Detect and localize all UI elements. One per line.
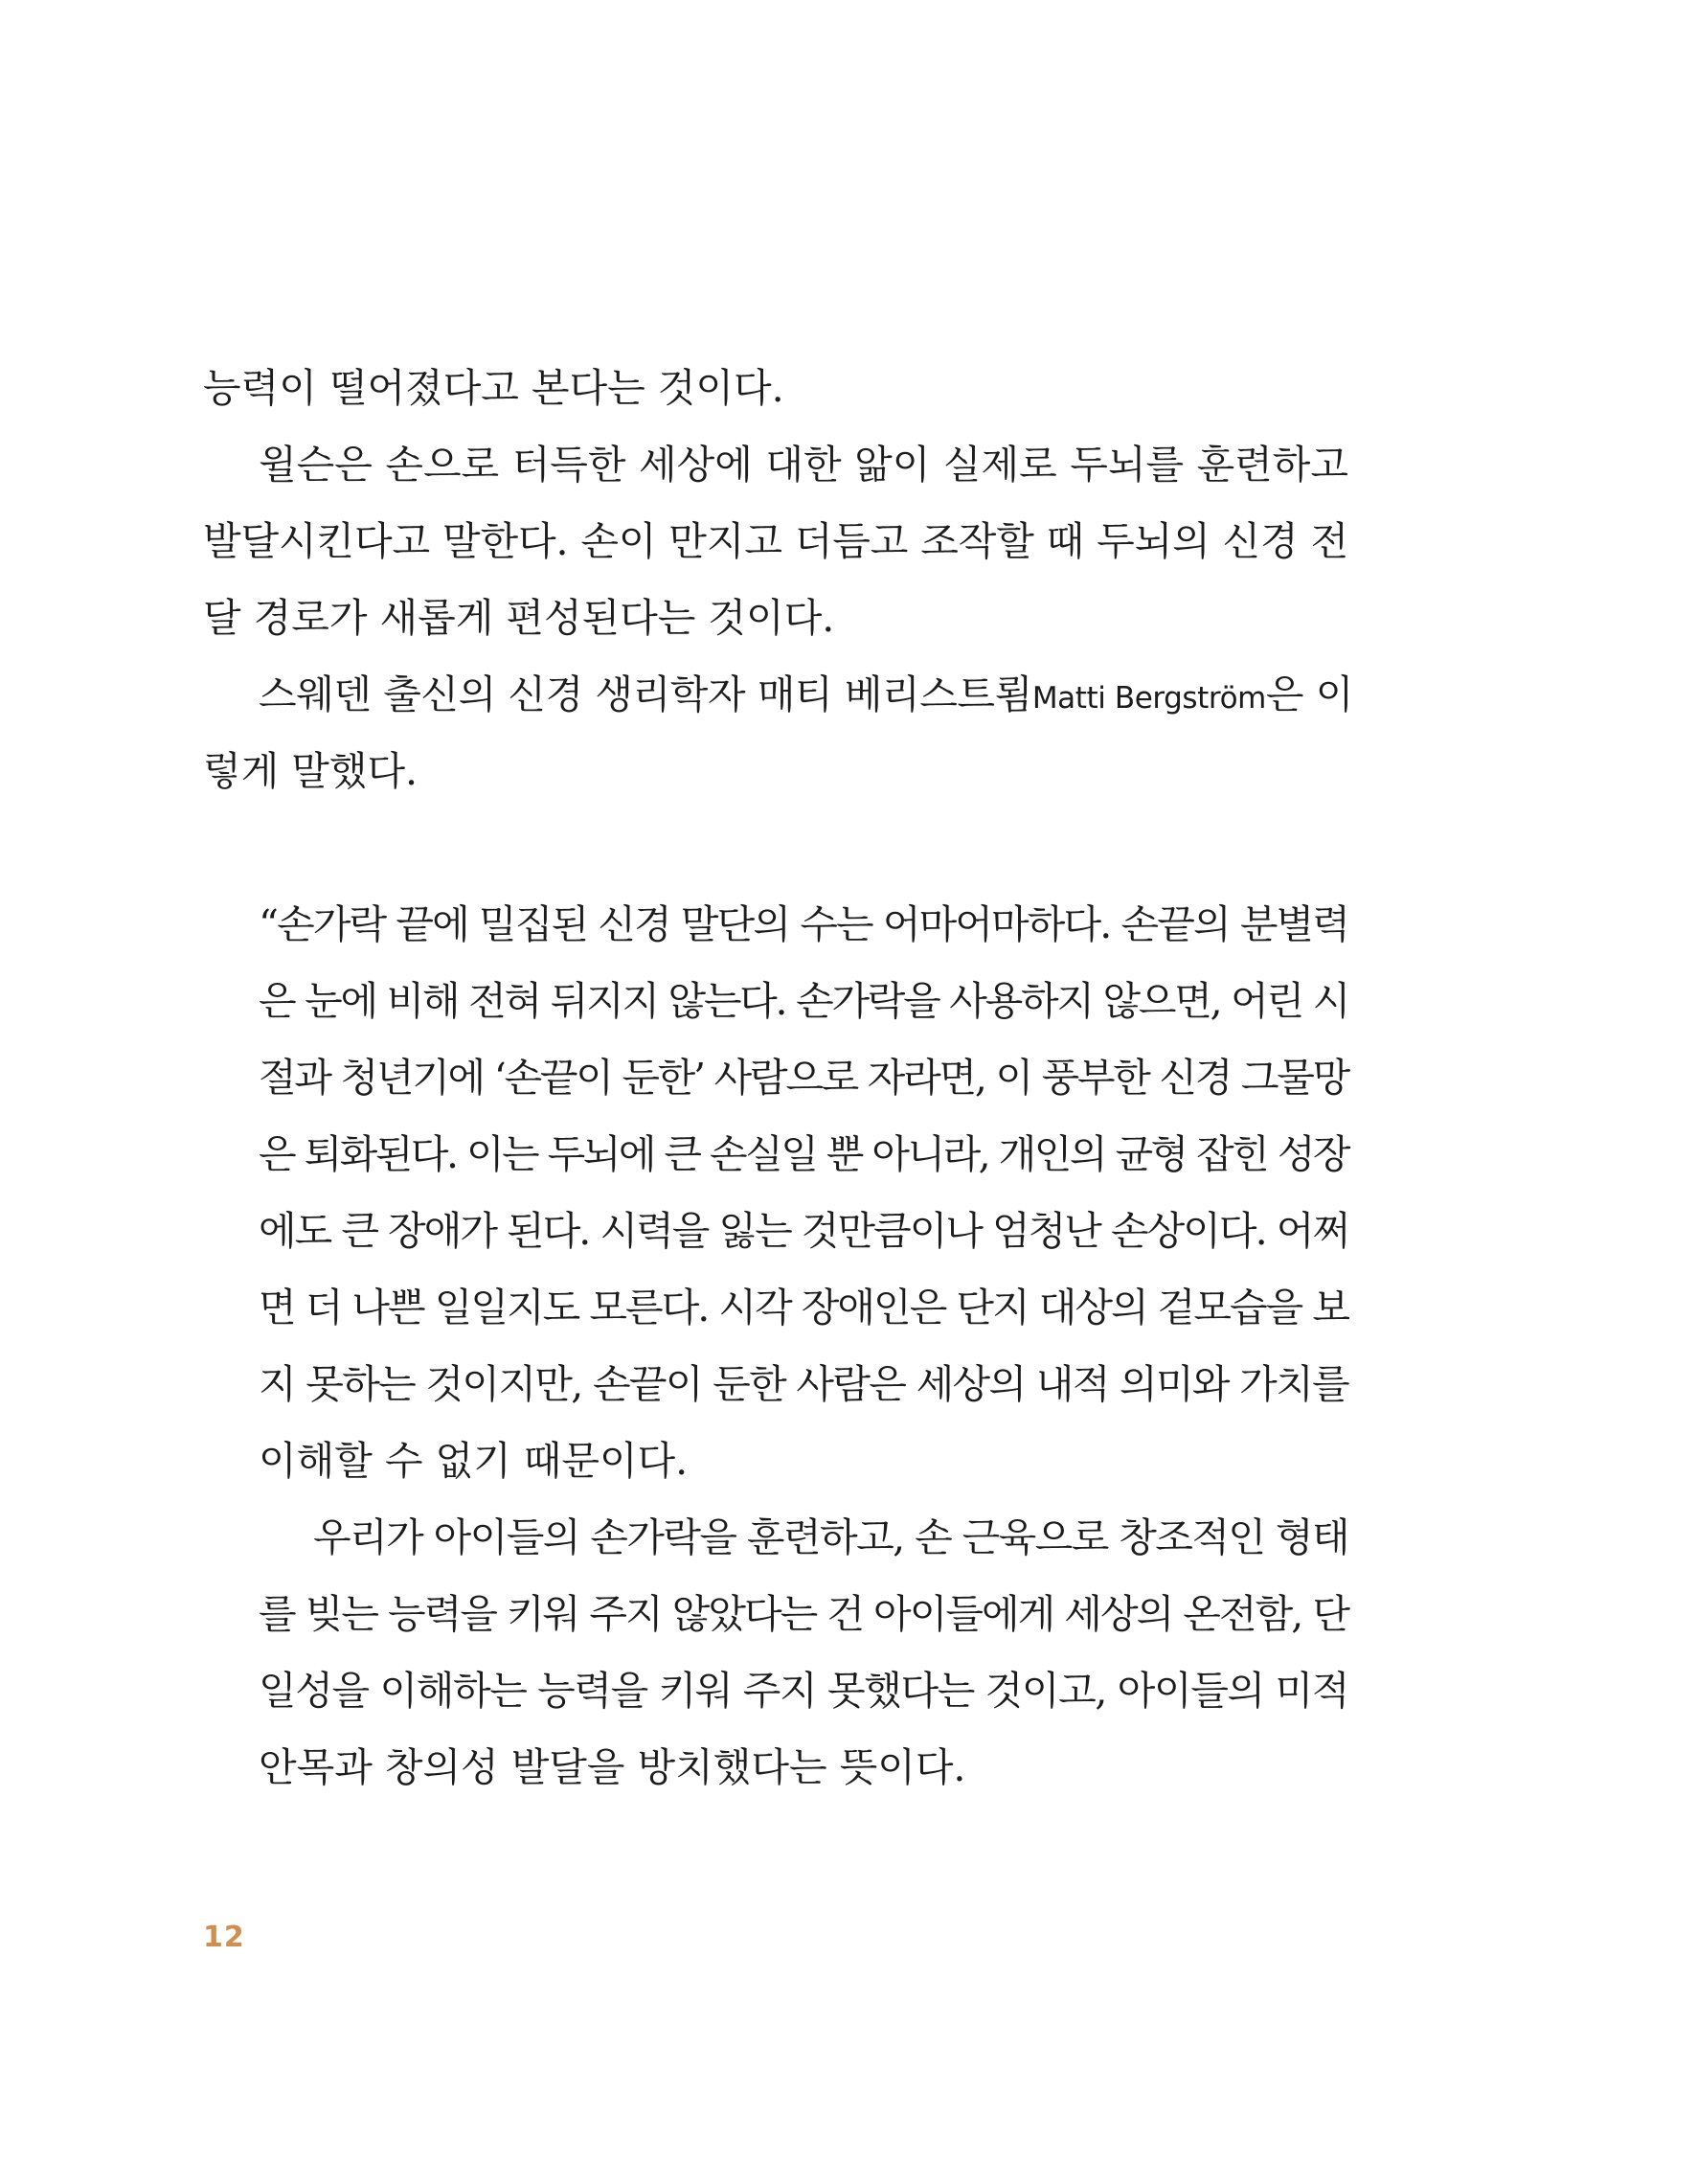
- quote-line: 면 더 나쁜 일일지도 모른다. 시각 장애인은 단지 대상의 겉모습을 보: [259, 1285, 1348, 1331]
- body-line: 발달시킨다고 말한다. 손이 만지고 더듬고 조작할 때 두뇌의 신경 전: [203, 518, 1348, 564]
- quote-line: 일성을 이해하는 능력을 키워 주지 못했다는 것이고, 아이들의 미적: [259, 1668, 1348, 1714]
- quote-line: 이해할 수 없기 때문이다.: [259, 1438, 689, 1484]
- quote-line: 절과 청년기에 ‘손끝이 둔한’ 사람으로 자라면, 이 풍부한 신경 그물망: [259, 1055, 1348, 1101]
- body-line: 능력이 떨어졌다고 본다는 것이다.: [203, 365, 784, 411]
- quote-line: 은 퇴화된다. 이는 두뇌에 큰 손실일 뿐 아니라, 개인의 균형 잡힌 성장: [259, 1131, 1348, 1177]
- body-line: 렇게 말했다.: [203, 748, 419, 794]
- quote-line: “손가락 끝에 밀집된 신경 말단의 수는 어마어마하다. 손끝의 분별력: [259, 901, 1348, 947]
- body-line-with-name: [259, 666, 1353, 723]
- quote-line: 은 눈에 비해 전혀 뒤지지 않는다. 손가락을 사용하지 않으면, 어린 시: [259, 978, 1348, 1024]
- quote-line: 우리가 아이들의 손가락을 훈련하고, 손 근육으로 창조적인 형태: [313, 1514, 1348, 1560]
- body-line: 달 경로가 새롭게 편성된다는 것이다.: [203, 595, 835, 641]
- page-number: 12: [203, 1921, 245, 1954]
- quote-line: 를 빚는 능력을 키워 주지 않았다는 건 아이들에게 세상의 온전함, 단: [259, 1591, 1348, 1637]
- body-line: 윌슨은 손으로 터득한 세상에 대한 앎이 실제로 두뇌를 훈련하고: [259, 442, 1348, 488]
- quote-line: 지 못하는 것이지만, 손끝이 둔한 사람은 세상의 내적 의미와 가치를: [259, 1361, 1348, 1407]
- body-text-segment: 스웨덴 출신의 신경 생리학자 매티 베리스트룀: [259, 671, 1032, 717]
- quote-line: 에도 큰 장애가 된다. 시력을 잃는 것만큼이나 엄청난 손상이다. 어쩌: [259, 1208, 1348, 1254]
- body-text-segment: 은 이: [1265, 671, 1353, 717]
- original-name: Matti Bergström: [1031, 681, 1266, 716]
- quote-line: 안목과 창의성 발달을 방치했다는 뜻이다.: [259, 1744, 966, 1790]
